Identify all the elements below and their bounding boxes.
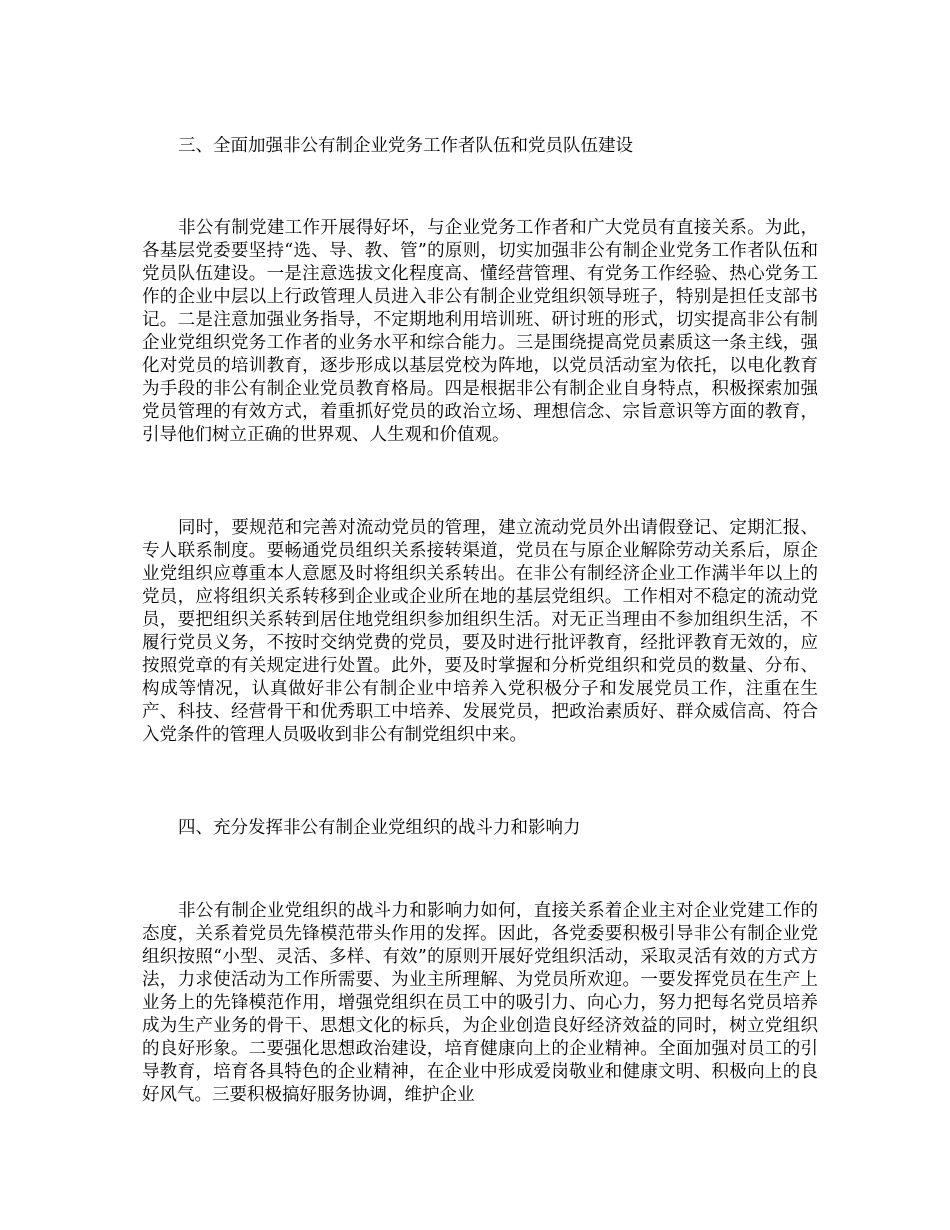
section-heading-4: 四、充分发挥非公有制企业党组织的战斗力和影响力 xyxy=(178,818,581,838)
paragraph: 非公有制企业党组织的战斗力和影响力如何，直接关系着企业主对企业党建工作的态度，关系着党员先锋模范带头作用的发挥。因此，各党委要积极引导非公有制企业党组织按照“小型、灵活、多样、有效”的原则开展好党组织活动，采取灵活有效的方式方法，力求使活动为工作所需要、为业主所理解、为党员所欢迎。一要发挥党员在生产上业务上的先锋模范作用，增强党组织在员工中的吸引力、向心力，努力把每名党员培养成为生产业务的骨干、思想文化的标兵，为企业创造良好经济效益的同时，树立党组织的良好形象。二要强化思想政治建设，培育健康向上的企业精神。全面加强对员工的引导教育，培育各具特色的企业精神，在企业中形成爱岗敬业和健康文明、积极向上的良好风气。三要积极搞好服务协调，维护企业 xyxy=(142,901,818,1105)
paragraph: 非公有制党建工作开展得好坏，与企业党务工作者和广大党员有直接关系。为此，各基层党委要坚持“选、导、教、管”的原则，切实加强非公有制企业党务工作者队伍和党员队伍建设。一是注意选拔文化程度高、懂经营管理、有党务工作经验、热心党务工作的企业中层以上行政管理人员进入非公有制企业党组织领导班子，特别是担任支部书记。二是注意加强业务指导，不定期地利用培训班、研讨班的形式，切实提高非公有制企业党组织党务工作者的业务水平和综合能力。三是围绕提高党员素质这一条主线，强化对党员的培训教育，逐步形成以基层党校为阵地，以党员活动室为依托，以电化教育为手段的非公有制企业党员教育格局。四是根据非公有制企业自身特点，积极探索加强党员管理的有效方式，着重抓好党员的政治立场、理想信念、宗旨意识等方面的教育，引导他们树立正确的世界观、人生观和价值观。 xyxy=(142,218,818,445)
paragraph: 同时，要规范和完善对流动党员的管理，建立流动党员外出请假登记、定期汇报、专人联系制度。要畅通党员组织关系接转渠道，党员在与原企业解除劳动关系后，原企业党组织应尊重本人意愿及时将组织关系转出。在非公有制经济企业工作满半年以上的党员，应将组织关系转移到企业或企业所在地的基层党组织。工作相对不稳定的流动党员，要把组织关系转到居住地党组织参加组织生活。对无正当理由不参加组织生活，不履行党员义务，不按时交纳党费的党员，要及时进行批评教育，经批评教育无效的，应按照党章的有关规定进行处置。此外，要及时掌握和分析党组织和党员的数量、分布、构成等情况，认真做好非公有制企业中培养入党积极分子和发展党员工作，注重在生产、科技、经营骨干和优秀职工中培养、发展党员，把政治素质好、群众威信高、符合入党条件的管理人员吸收到非公有制党组织中来。 xyxy=(142,518,818,745)
section-heading-3: 三、全面加强非公有制企业党务工作者队伍和党员队伍建设 xyxy=(178,136,633,156)
